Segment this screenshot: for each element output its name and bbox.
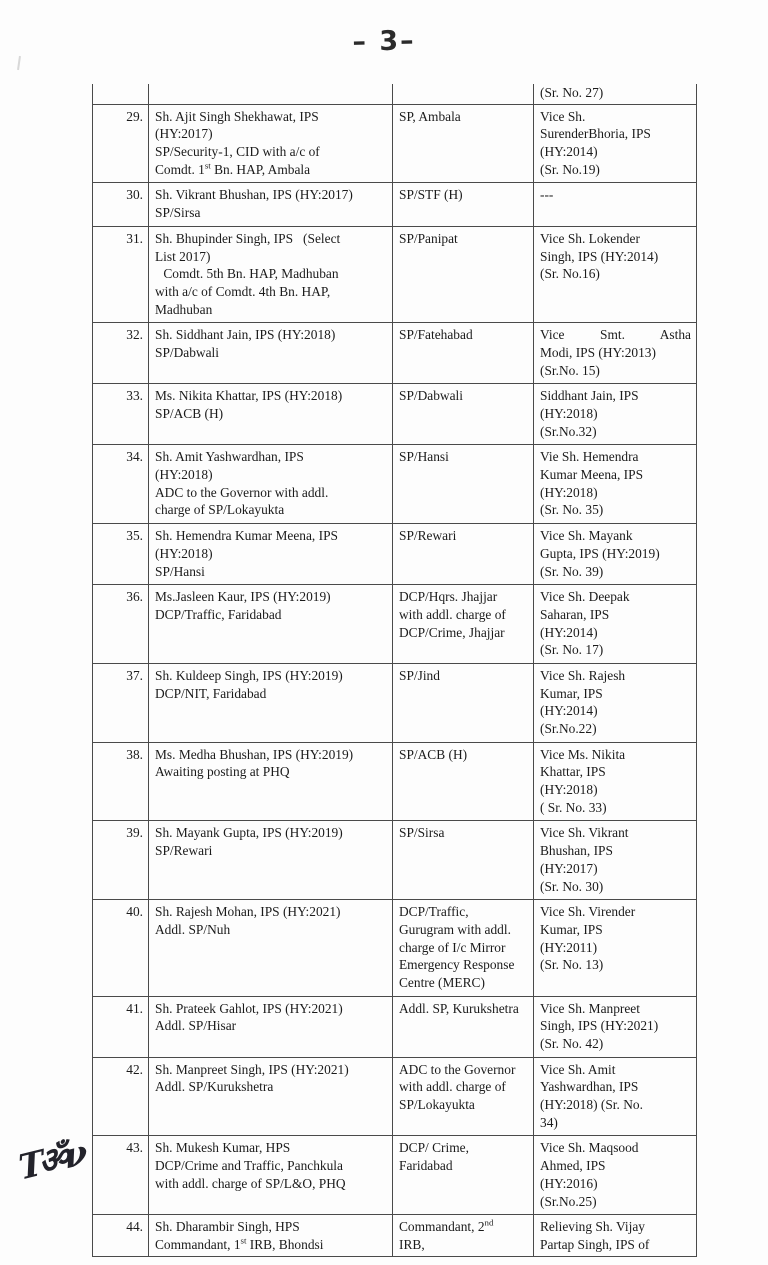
cell-officer-name: Sh. Dharambir Singh, HPS Commandant, 1st IRB, Bhondsi <box>149 1215 393 1256</box>
table-row <box>93 524 697 585</box>
cell-sr-no: 43. <box>93 1136 149 1215</box>
cell-posted-as: DCP/Traffic, Gurugram with addl. charge of I/c Mirror Emergency Response Centre (MERC) <box>393 900 534 996</box>
handwritten-signature-mark: Tॐν <box>16 1133 86 1189</box>
cell-sr-no: 35. <box>93 524 149 585</box>
cell-posted-as: SP/Hansi <box>393 445 534 524</box>
cell-sr-no: 33. <box>93 384 149 445</box>
cell-officer-name: Sh. Siddhant Jain, IPS (HY:2018) SP/Dabwali <box>149 323 393 384</box>
cell-sr-no: 42. <box>93 1057 149 1136</box>
table-row <box>93 1057 697 1136</box>
cell-sr-no <box>93 84 149 104</box>
cell-vice-remarks: Vice Sh. Amit Yashwardhan, IPS (HY:2018) (Sr. No. 34) <box>534 1057 697 1136</box>
cell-posted-as: SP/Jind <box>393 663 534 742</box>
cell-vice-remarks: Vie Sh. Hemendra Kumar Meena, IPS (HY:2018) (Sr. No. 35) <box>534 445 697 524</box>
cell-officer-name <box>149 84 393 104</box>
cell-sr-no: 30. <box>93 183 149 226</box>
cell-posted-as: DCP/ Crime, Faridabad <box>393 1136 534 1215</box>
cell-vice-remarks: (Sr. No. 27) <box>534 84 697 104</box>
cell-posted-as: Addl. SP, Kurukshetra <box>393 996 534 1057</box>
table-row <box>93 742 697 821</box>
cell-vice-remarks: Vice Smt. Astha Modi, IPS (HY:2013) (Sr.No. 15) <box>534 323 697 384</box>
cell-sr-no: 38. <box>93 742 149 821</box>
cell-officer-name: Sh. Amit Yashwardhan, IPS (HY:2018) ADC to the Governor with addl. charge of SP/Lokayukta <box>149 445 393 524</box>
table-row <box>93 1136 697 1215</box>
table-row <box>93 323 697 384</box>
cell-sr-no: 31. <box>93 226 149 322</box>
cell-officer-name: Sh. Mayank Gupta, IPS (HY:2019) SP/Rewari <box>149 821 393 900</box>
cell-officer-name: Sh. Bhupinder Singh, IPS (Select List 2017) Comdt. 5th Bn. HAP, Madhuban with a/c of Comdt. 4th Bn. HAP, Madhuban <box>149 226 393 322</box>
table-row <box>93 183 697 226</box>
cell-posted-as: SP/Fatehabad <box>393 323 534 384</box>
cell-officer-name: Ms.Jasleen Kaur, IPS (HY:2019) DCP/Traffic, Faridabad <box>149 585 393 664</box>
cell-posted-as: SP/Rewari <box>393 524 534 585</box>
cell-sr-no: 36. <box>93 585 149 664</box>
table-row <box>93 226 697 322</box>
table-row <box>93 900 697 996</box>
cell-officer-name: Ms. Medha Bhushan, IPS (HY:2019) Awaiting posting at PHQ <box>149 742 393 821</box>
cell-posted-as: ADC to the Governor with addl. charge of SP/Lokayukta <box>393 1057 534 1136</box>
cell-vice-remarks: Vice Sh. Manpreet Singh, IPS (HY:2021) (Sr. No. 42) <box>534 996 697 1057</box>
table-row <box>93 663 697 742</box>
cell-sr-no: 29. <box>93 104 149 183</box>
cell-vice-remarks: Vice Sh. Lokender Singh, IPS (HY:2014) (Sr. No.16) <box>534 226 697 322</box>
cell-officer-name: Sh. Hemendra Kumar Meena, IPS (HY:2018) SP/Hansi <box>149 524 393 585</box>
table-body <box>93 84 697 1256</box>
cell-officer-name: Sh. Ajit Singh Shekhawat, IPS (HY:2017) SP/Security-1, CID with a/c of Comdt. 1st Bn. HAP, Ambala <box>149 104 393 183</box>
cell-sr-no: 44. <box>93 1215 149 1256</box>
table-row <box>93 384 697 445</box>
cell-sr-no: 40. <box>93 900 149 996</box>
cell-vice-remarks: Vice Ms. Nikita Khattar, IPS (HY:2018) ( Sr. No. 33) <box>534 742 697 821</box>
cell-officer-name: Sh. Prateek Gahlot, IPS (HY:2021) Addl. SP/Hisar <box>149 996 393 1057</box>
cell-posted-as <box>393 84 534 104</box>
cell-posted-as: Commandant, 2nd IRB, <box>393 1215 534 1256</box>
cell-officer-name: Sh. Mukesh Kumar, HPS DCP/Crime and Traffic, Panchkula with addl. charge of SP/L&O, PHQ <box>149 1136 393 1215</box>
cell-officer-name: Sh. Manpreet Singh, IPS (HY:2021) Addl. SP/Kurukshetra <box>149 1057 393 1136</box>
cell-vice-remarks: Vice Sh. SurenderBhoria, IPS (HY:2014) (Sr. No.19) <box>534 104 697 183</box>
cell-sr-no: 32. <box>93 323 149 384</box>
cell-officer-name: Sh. Kuldeep Singh, IPS (HY:2019) DCP/NIT, Faridabad <box>149 663 393 742</box>
cell-officer-name: Sh. Rajesh Mohan, IPS (HY:2021) Addl. SP/Nuh <box>149 900 393 996</box>
cell-posted-as: SP/Dabwali <box>393 384 534 445</box>
cell-officer-name: Sh. Vikrant Bhushan, IPS (HY:2017) SP/Sirsa <box>149 183 393 226</box>
cell-vice-remarks: Vice Sh. Virender Kumar, IPS (HY:2011) (Sr. No. 13) <box>534 900 697 996</box>
cell-vice-remarks: Vice Sh. Maqsood Ahmed, IPS (HY:2016) (Sr.No.25) <box>534 1136 697 1215</box>
cell-sr-no: 41. <box>93 996 149 1057</box>
cell-sr-no: 37. <box>93 663 149 742</box>
cell-posted-as: SP, Ambala <box>393 104 534 183</box>
cell-vice-remarks: Vice Sh. Mayank Gupta, IPS (HY:2019) (Sr. No. 39) <box>534 524 697 585</box>
cell-sr-no: 39. <box>93 821 149 900</box>
cell-posted-as: DCP/Hqrs. Jhajjar with addl. charge of DCP/Crime, Jhajjar <box>393 585 534 664</box>
cell-vice-remarks: Vice Sh. Vikrant Bhushan, IPS (HY:2017) (Sr. No. 30) <box>534 821 697 900</box>
page-number-handwritten: – 3– <box>352 25 416 58</box>
table-row <box>93 104 697 183</box>
cell-vice-remarks: Siddhant Jain, IPS (HY:2018) (Sr.No.32) <box>534 384 697 445</box>
table-row <box>93 996 697 1057</box>
cell-posted-as: SP/Sirsa <box>393 821 534 900</box>
cell-sr-no: 34. <box>93 445 149 524</box>
cell-vice-remarks: --- <box>534 183 697 226</box>
cell-vice-remarks: Vice Sh. Deepak Saharan, IPS (HY:2014) (Sr. No. 17) <box>534 585 697 664</box>
transfer-order-table <box>92 84 697 1257</box>
cell-posted-as: SP/ACB (H) <box>393 742 534 821</box>
table-row <box>93 585 697 664</box>
cell-vice-remarks: Vice Sh. Rajesh Kumar, IPS (HY:2014) (Sr.No.22) <box>534 663 697 742</box>
cell-vice-remarks: Relieving Sh. Vijay Partap Singh, IPS of <box>534 1215 697 1256</box>
cell-officer-name: Ms. Nikita Khattar, IPS (HY:2018) SP/ACB (H) <box>149 384 393 445</box>
cell-posted-as: SP/STF (H) <box>393 183 534 226</box>
table-row <box>93 1215 697 1256</box>
table-row-continuation <box>93 84 697 104</box>
table-row <box>93 445 697 524</box>
table-row <box>93 821 697 900</box>
cell-posted-as: SP/Panipat <box>393 226 534 322</box>
